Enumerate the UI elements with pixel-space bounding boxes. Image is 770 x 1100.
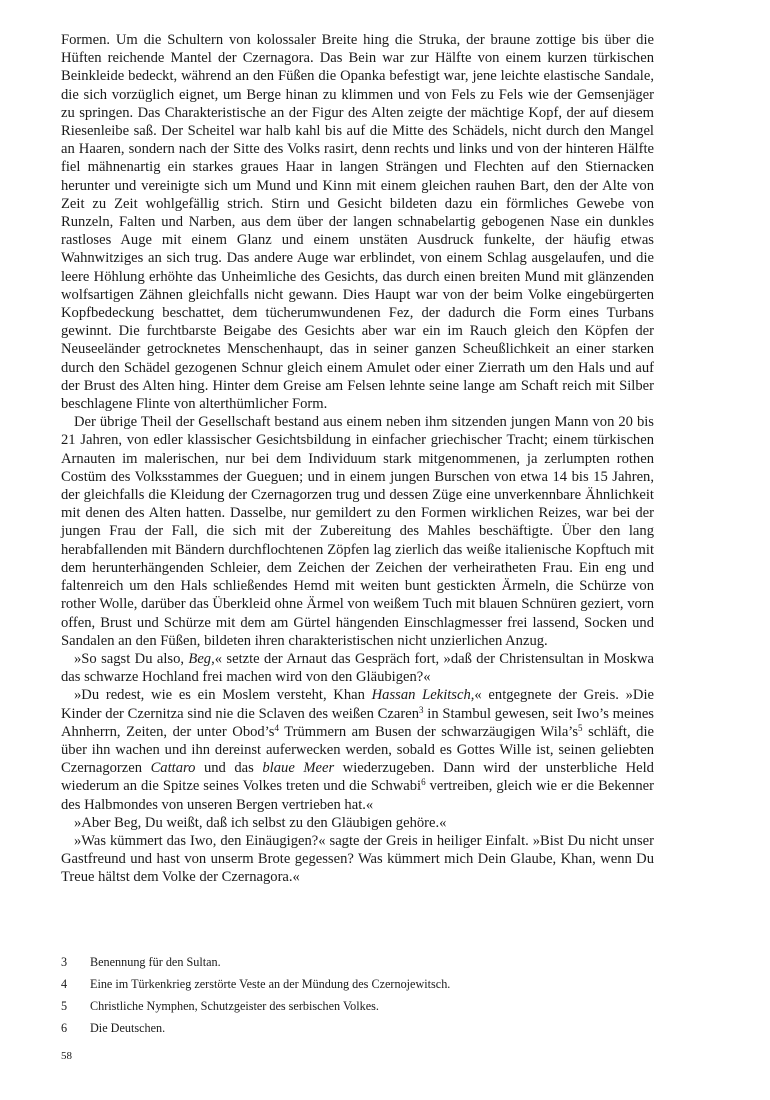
paragraph: »So sagst Du also, Beg,« setzte der Arnaut das Gespräch fort, »daß der Christensultan in Moskwa das schwarze Hochland frei machen wird von den Gläubigen?« (61, 650, 654, 686)
paragraph: »Aber Beg, Du weißt, daß ich selbst zu den Gläubigen gehöre.« (74, 814, 447, 831)
footnote-ref: 6 (421, 777, 426, 788)
footnote-text: Christliche Nymphen, Schutzgeister des serbischen Volkes. (90, 999, 379, 1013)
footnote-number: 6 (61, 1021, 68, 1035)
footnote-ref: 3 (419, 704, 424, 715)
paragraph: »Was kümmert das Iwo, den Einäugigen?« sagte der Greis in heiliger Einfalt. »Bist Du nicht unser Gastfreund und hast von unserm Brote gegessen? Was kümmert mich Dein Glaube, Khan, wenn Du Treue hältst dem Volke der Czernagora.« (61, 832, 654, 886)
paragraph: Formen. Um die Schultern von kolossaler Breite hing die Struka, der braune zottige bis über die Hüften reichende Mantel der Czernagora. Das Bein war zur Hälfte von einem kurzen türkischen Beinkleide bedeckt, während an den Füßen die Opanka befestigt war, jene leichte elastische Sandale, die sich vorzüglich eignet, um Berge hinan zu klimmen und von Fels zu Fels wie der Gemsenjäger zu springen. Das Charakteristische an der Figur des Alten zeigte der mächtige Kopf, der auf diesem Riesenleibe saß. Der Scheitel war halb kahl bis auf die Mitte des Schädels, nicht durch den Mangel an Haaren, sondern nach der Sitte des Volks rasirt, denn rechts und links und von der hinteren Hälfte fiel mähnenartig ein starkes graues Haar in langen Strängen und Flechten auf den Stiernacken herunter und vereinigte sich um Mund und Kinn mit einem gleichen rauhen Bart, den der Alte von Zeit zu Zeit wohlgefällig strich. Stirn und Gesicht bildeten dazu ein förmliches Gewebe von Runzeln, Falten und Narben, aus dem über der langen schnabelartig gebogenen Nase ein dunkles rastloses Auge mit einem Glanz und einem unstäten Ausdruck funkelte, der häufig etwas Wahnwitziges an sich trug. Das andere Auge war erblindet, von einem Schlag ausgelaufen, und die leere Höhlung erhöhte das Unheimliche des Gesichts, das durch einen breiten Mund mit glänzenden wolfsartigen Zähnen gleichfalls nicht gewann. Dies Haupt war von der beim Volke eingebürgerten Kopfbedeckung beschattet, dem tücherumwundenen Fez, der dadurch die Form eines Turbans gewinnt. Die furchtbarste Beigabe des Gesichts aber war ein im Rauch gleich den Köpfen der Neuseeländer getrocknetes Menschenhaupt, das in seiner ganzen Scheußlichkeit an einer starken durch den Schädel gezogenen Schnur gleich einem Amulet oder einer Zierrath um den Hals und auf der Brust des Alten hing. Hinter dem Greise am Felsen lehnte seine lange am Schaft reich mit Silber beschlagene Flinte von alterthümlicher Form. (61, 32, 654, 413)
footnote-text: Die Deutschen. (90, 1021, 166, 1035)
paragraph: »Du redest, wie es ein Moslem versteht, Khan Hassan Lekitsch,« entgegnete der Greis. »Die Kinder der Czernitza sind nie die Sclaven des weißen Czaren$^3$ in Stambul gewesen, seit Iwo’s meines Ahnherrn, Zeiten, der unter $Obod’s^4$ Trümmern am Busen der schwarzäugigen $Wila’s^5$ schläft, die über ihn wachen und ihn dereinst auferwecken werden, sobald es Gottes Wille ist, seinen geliebten Czernagorzen Cattaro und das blaue Meer wiederzugeben. Dann wird der unsterbliche Held wiederum an die Spitze seines Volkes treten und die Schwabi$^6$ vertreiben, gleich wie er die Bekenner des Halbmondes von unseren Bergen vertrieben hat.« (61, 687, 654, 813)
footnote (61, 951, 654, 973)
footnote (61, 995, 654, 1017)
footnote-ref: 4 (274, 722, 279, 733)
footnote-number: 5 (61, 999, 68, 1013)
main-text (61, 31, 654, 887)
paragraph: Der übrige Theil der Gesellschaft bestand aus einem neben ihm sitzenden jungen Mann von 20 bis 21 Jahren, von edler klassischer Gesichtsbildung in einfacher griechischer Tracht; einem türkischen Arnauten im malerischen, nur bei dem Individuum stark mitgenommenen, ja zerlumpten rothen Costüm des Volksstammes der Gueguen; und in einem jungen Burschen von etwa 14 bis 15 Jahren, der gleichfalls die Kleidung der Czernagorzen trug und dessen Züge eine unverkennbare Ähnlichkeit mit denen des Alten hatten. Dasselbe, nur gemildert zu den Formen wirklichen Reizes, war bei der jungen Frau der Fall, die sich mit der Zubereitung des Mahles beschäftigte. Über den lang herabfallenden mit Bändern durchflochtenen Zöpfen lag zierlich das weiße italienische Kopftuch mit dem herunterhängenden Schleier, dem Zeichen der Zeichen der verheiratheten Frau. Ein eng und faltenreich um den Hals schließendes Hemd mit weiten bunt gestickten Ärmeln, die Schürze von rother Wolle, darüber das Überkleid ohne Ärmel von weißem Tuch mit blauen Schnüren geziert, vorn offen, Brust und Schürze mit dem am Gürtel hängenden Einschlagmesser frei lassend, Socken und Sandalen an den Füßen, bildeten ihren charakteristischen nicht unzierlichen Anzug. (61, 414, 654, 649)
footnote (61, 973, 654, 995)
footnote-text: Eine im Türkenkrieg zerstörte Veste an der Mündung des Czernojewitsch. (90, 977, 451, 991)
footnote-text: Benennung für den Sultan. (90, 955, 221, 969)
footnotes (61, 951, 654, 1039)
footnote (61, 1017, 654, 1039)
footnote-ref: 5 (578, 722, 583, 733)
footnote-number: 3 (61, 955, 68, 969)
page-number: 58 (61, 1050, 72, 1062)
footnote-number: 4 (61, 977, 68, 991)
